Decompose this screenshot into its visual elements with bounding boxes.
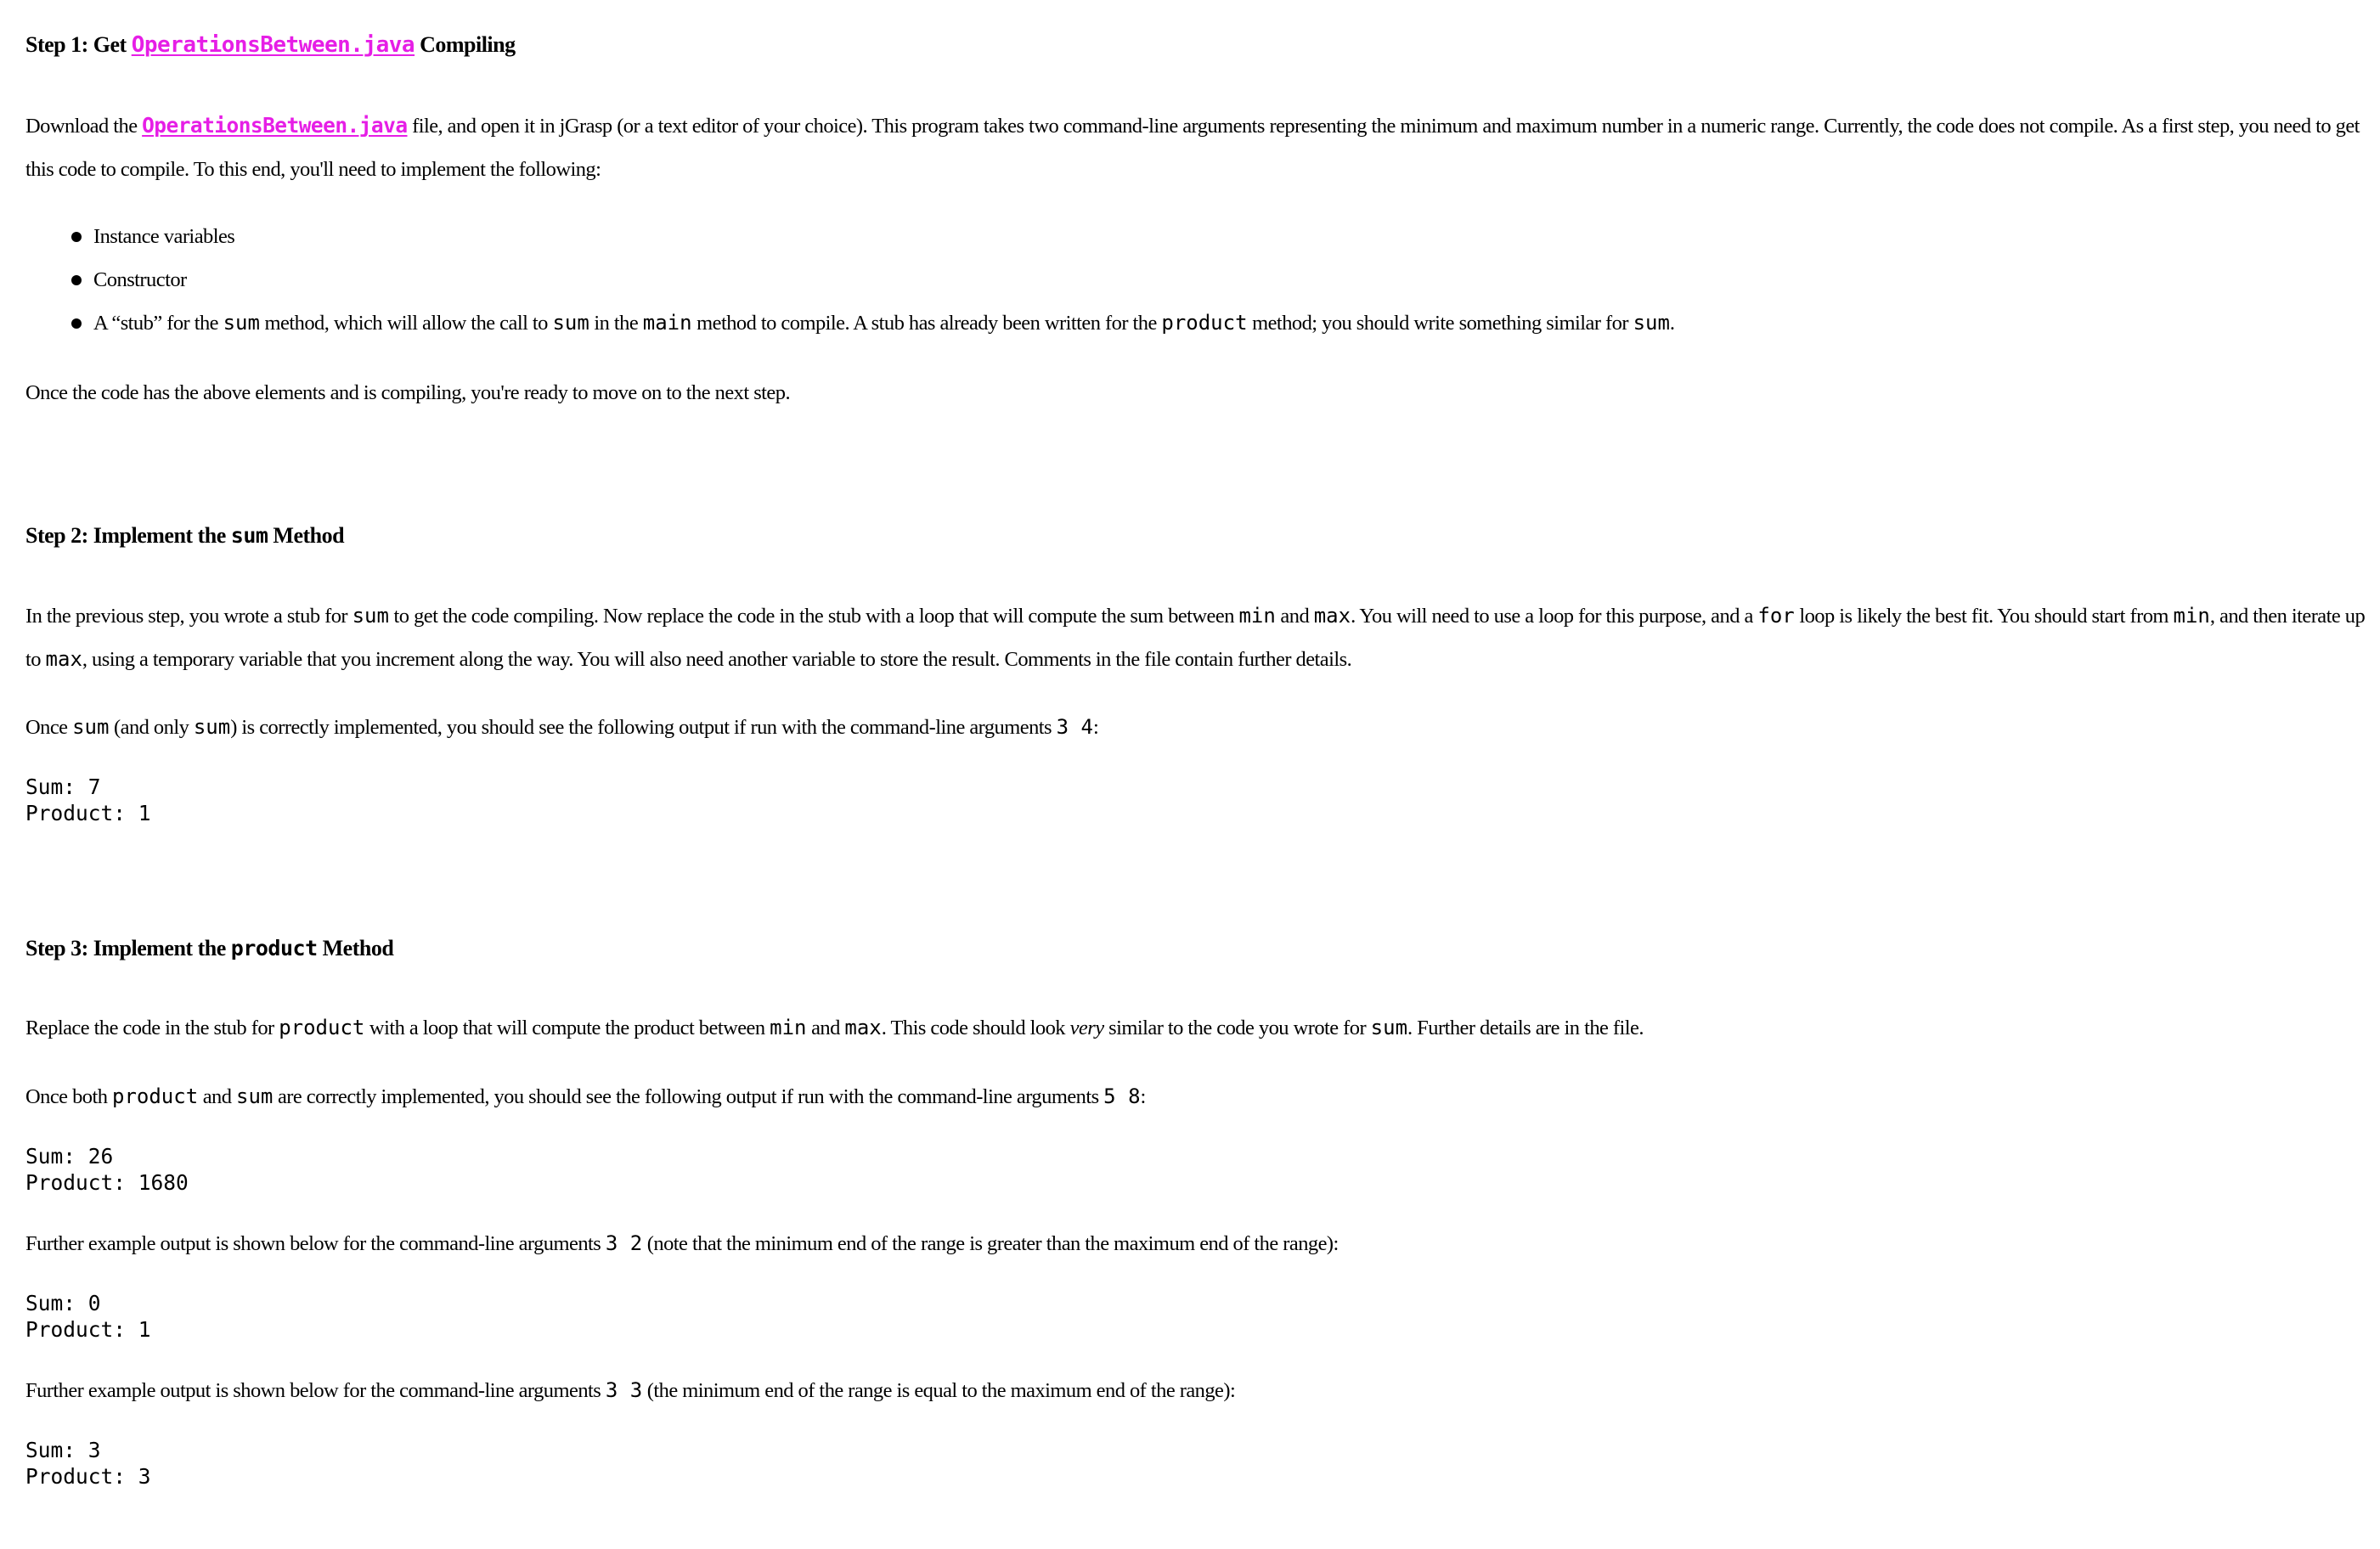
step3-output-block-1: Sum: 26 Product: 1680 — [25, 1144, 189, 1195]
inline-code: max — [1313, 604, 1351, 628]
step3-output-block-3: Sum: 3 Product: 3 — [25, 1438, 151, 1489]
inline-code: 3 2 — [605, 1231, 643, 1255]
step2-paragraph-2 — [25, 706, 1098, 749]
inline-code: min — [1238, 604, 1276, 628]
list-item-text: Instance variables — [93, 225, 235, 248]
step3-paragraph-2 — [25, 1075, 1146, 1118]
inline-code: min — [770, 1016, 807, 1039]
step1-intro-paragraph — [25, 104, 2370, 191]
list-item-text: method, which will allow the call to — [259, 312, 553, 335]
paragraph-text: : — [1092, 716, 1099, 739]
inline-code: 3 4 — [1056, 715, 1093, 739]
step3-output-block-2: Sum: 0 Product: 1 — [25, 1291, 151, 1342]
step1-outro-text: Once the code has the above elements and is compiling, you're ready to move on to the next step. — [25, 381, 791, 404]
paragraph-text: , and then iterate up to — [25, 605, 2366, 671]
paragraph-text: . Further details are in the file. — [1407, 1017, 1644, 1039]
inline-code: product — [112, 1084, 199, 1108]
inline-code: sum — [72, 715, 110, 739]
list-item — [25, 258, 1675, 301]
paragraph-text: Once both — [25, 1085, 112, 1108]
paragraph-text: (note that the minimum end of the range is greater than the maximum end of the range): — [642, 1232, 1339, 1255]
step3-paragraph-1 — [25, 1006, 1644, 1050]
step1-heading — [25, 32, 516, 58]
heading-code: sum — [230, 523, 268, 548]
inline-code: 5 8 — [1103, 1084, 1141, 1108]
list-item-text: method; you should write something similar for — [1247, 312, 1633, 335]
paragraph-text: : — [1140, 1085, 1146, 1108]
inline-code: sum — [193, 715, 231, 739]
step1-intro-text: Download the — [25, 115, 143, 138]
list-item-text: A “stub” for the — [93, 312, 223, 335]
step1-intro-file-link[interactable]: OperationsBetween.java — [142, 113, 408, 138]
inline-code: main — [642, 311, 692, 335]
inline-code: min — [2173, 604, 2210, 628]
step2-output-block: Sum: 7 Product: 1 — [25, 774, 151, 825]
inline-code: product — [279, 1016, 365, 1039]
paragraph-text: Further example output is shown below for the command-line arguments — [25, 1232, 606, 1255]
step3-heading-text-end: Method — [317, 936, 394, 960]
paragraph-text: and — [806, 1017, 845, 1039]
inline-code: sum — [1370, 1016, 1408, 1039]
step2-heading-text-end: Method — [268, 523, 345, 548]
paragraph-text: to get the code compiling. Now replace the code in the stub with a loop that will compute the sum between — [388, 605, 1239, 628]
inline-code: sum — [552, 311, 589, 335]
step2-paragraph-1 — [25, 594, 2370, 681]
paragraph-text: ) is correctly implemented, you should see the following output if run with the command-line arguments — [230, 716, 1057, 739]
heading-code: product — [230, 936, 318, 960]
inline-code: 3 3 — [605, 1378, 643, 1402]
paragraph-text: , using a temporary variable that you increment along the way. You will also need another variable to store the result. Comments in the file contain further details. — [82, 648, 1352, 671]
paragraph-text: (the minimum end of the range is equal to the maximum end of the range): — [642, 1379, 1236, 1402]
paragraph-text: Once — [25, 716, 73, 739]
list-item-text: . — [1669, 312, 1675, 335]
emphasis-text: very — [1069, 1017, 1104, 1039]
inline-code: product — [1161, 311, 1248, 335]
list-item-text: in the — [589, 312, 643, 335]
list-item — [25, 215, 1675, 258]
list-item-text: method to compile. A stub has already been written for the — [691, 312, 1162, 335]
paragraph-text: Replace the code in the stub for — [25, 1017, 279, 1039]
paragraph-text: with a loop that will compute the product between — [364, 1017, 770, 1039]
paragraph-text: (and only — [109, 716, 194, 739]
step3-paragraph-4 — [25, 1369, 1235, 1412]
inline-code: sum — [236, 1084, 274, 1108]
inline-code: for — [1757, 604, 1795, 628]
step2-heading — [25, 523, 344, 549]
list-item — [25, 301, 1675, 345]
paragraph-text: are correctly implemented, you should see the following output if run with the command-line arguments — [273, 1085, 1104, 1108]
step1-intro-text-rest: file, and open it in jGrasp (or a text editor of your choice). This program takes two command-line arguments representing the minimum and maximum number in a numeric range. Currently, the code does not compile. As a first step, you need to get this code to compile. To this end, you'll need to implement the following: — [25, 115, 2360, 181]
paragraph-text: . You will need to use a loop for this purpose, and a — [1351, 605, 1758, 628]
paragraph-text: Further example output is shown below for the command-line arguments — [25, 1379, 606, 1402]
inline-code: max — [45, 647, 82, 671]
inline-code: sum — [1633, 311, 1670, 335]
step3-paragraph-3 — [25, 1222, 1339, 1265]
step3-heading — [25, 936, 393, 961]
paragraph-text: similar to the code you wrote for — [1103, 1017, 1371, 1039]
step3-heading-text: Step 3: Implement the — [25, 936, 231, 960]
inline-code: sum — [352, 604, 389, 628]
paragraph-text: and — [198, 1085, 237, 1108]
step1-outro-paragraph — [25, 371, 790, 414]
step1-heading-text-end: Compiling — [415, 32, 516, 57]
step1-heading-file-link[interactable]: OperationsBetween.java — [131, 32, 415, 58]
paragraph-text: and — [1275, 605, 1314, 628]
paragraph-text: . This code should look — [881, 1017, 1070, 1039]
step1-heading-text: Step 1: Get — [25, 32, 132, 57]
paragraph-text: In the previous step, you wrote a stub for — [25, 605, 352, 628]
list-item-text: Constructor — [93, 268, 187, 291]
paragraph-text: loop is likely the best fit. You should start from — [1794, 605, 2174, 628]
inline-code: sum — [223, 311, 260, 335]
step2-heading-text: Step 2: Implement the — [25, 523, 231, 548]
step1-requirements-list — [25, 215, 1675, 345]
inline-code: max — [844, 1016, 882, 1039]
